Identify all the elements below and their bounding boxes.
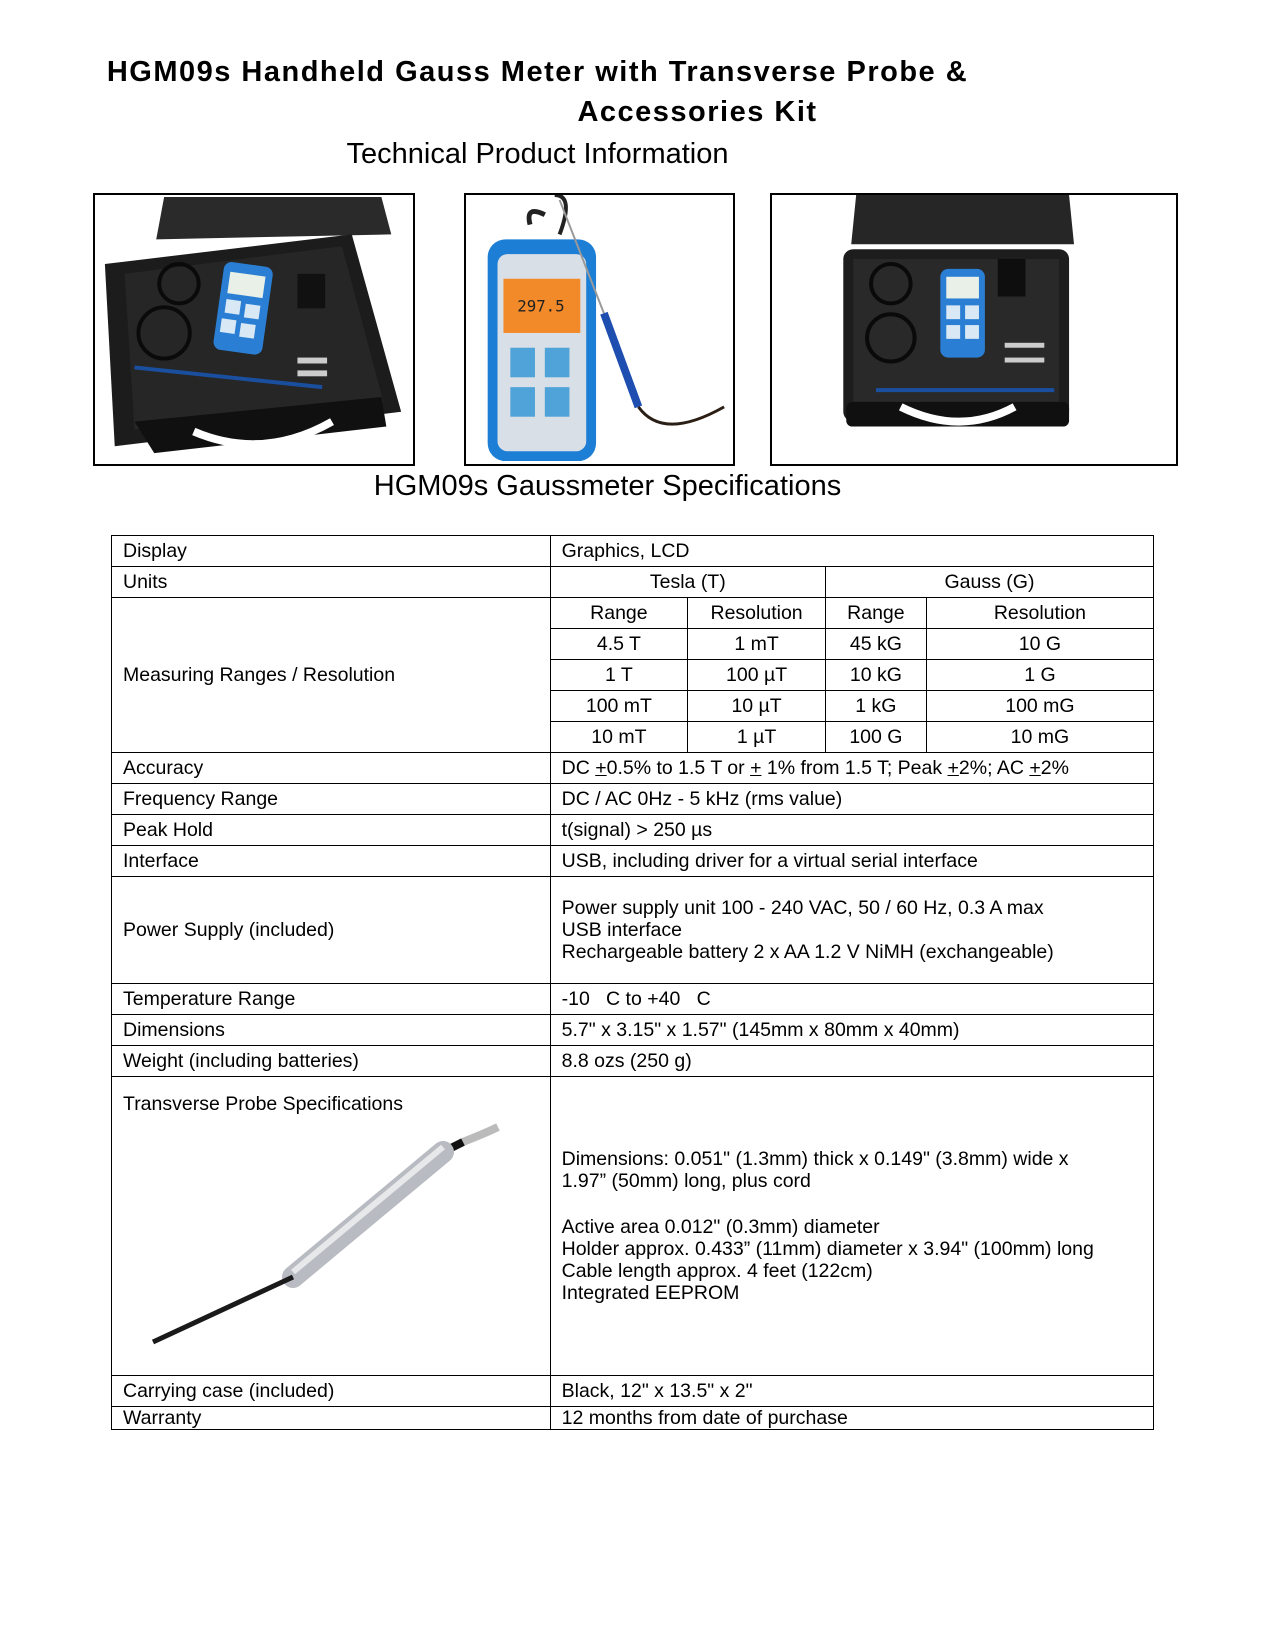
temperature-value: -10 C to +40 C [550,984,1153,1015]
probe-value [550,1077,1153,1376]
table-row [112,1376,1154,1407]
range-cell: 45 kG [825,629,926,660]
probe-label: Transverse Probe Specifications [123,1093,403,1115]
units-gauss: Gauss (G) [825,567,1153,598]
ranges-header: Range [550,598,688,629]
probe-cell [112,1077,551,1376]
power-line: Power supply unit 100 - 240 VAC, 50 / 60 Hz, 0.3 A max [561,897,1044,919]
table-row [112,1407,1154,1430]
table-row [112,1077,1154,1376]
range-cell: 4.5 T [550,629,688,660]
dimensions-value: 5.7" x 3.15" x 1.57" (145mm x 80mm x 40mm) [550,1015,1153,1046]
specifications-table [111,535,1154,1430]
case-label: Carrying case (included) [112,1376,551,1407]
weight-value: 8.8 ozs (250 g) [550,1046,1153,1077]
table-row [112,753,1154,784]
table-row [112,1015,1154,1046]
table-row [112,877,1154,984]
page-title-line-2: Accessories Kit [577,96,818,128]
range-cell: 100 µT [688,660,826,691]
plus-minus-mark: + [1029,757,1041,779]
power-line: USB interface [561,919,682,941]
table-row [112,815,1154,846]
interface-label: Interface [112,846,551,877]
power-value [550,877,1153,984]
case-value: Black, 12" x 13.5" x 2" [550,1376,1153,1407]
range-cell: 1 mT [688,629,826,660]
peak-hold-label: Peak Hold [112,815,551,846]
warranty-label: Warranty [112,1407,551,1430]
probe-line: 1.97” (50mm) long, plus cord [561,1170,811,1192]
display-value: Graphics, LCD [550,536,1153,567]
ranges-label: Measuring Ranges / Resolution [112,598,551,753]
accuracy-text: DC [561,757,596,779]
units-label: Units [112,567,551,598]
ranges-header: Resolution [926,598,1153,629]
range-cell: 10 mG [926,722,1153,753]
temperature-label: Temperature Range [112,984,551,1015]
meter-screen-reading: 297.5 [517,296,565,316]
range-cell: 100 G [825,722,926,753]
interface-value: USB, including driver for a virtual serial interface [550,846,1153,877]
table-row [112,536,1154,567]
table-row [112,846,1154,877]
probe-line: Holder approx. 0.433” (11mm) diameter x 3.94" (100mm) long [561,1238,1094,1260]
table-row [112,598,1154,629]
transverse-probe-image [143,1122,503,1362]
range-cell: 10 mT [550,722,688,753]
plus-minus-mark: + [947,757,959,779]
table-row [112,567,1154,598]
range-cell: 10 µT [688,691,826,722]
probe-line: Dimensions: 0.051" (1.3mm) thick x 0.149" (3.8mm) wide x [561,1148,1069,1170]
accuracy-value [550,753,1153,784]
accuracy-text: 0.5% to 1.5 T or [606,757,751,779]
probe-line: Active area 0.012" (0.3mm) diameter [561,1216,880,1238]
table-row [112,1046,1154,1077]
peak-hold-value: t(signal) > 250 µs [550,815,1153,846]
units-tesla: Tesla (T) [550,567,825,598]
ranges-header: Resolution [688,598,826,629]
range-cell: 10 kG [825,660,926,691]
range-cell: 1 µT [688,722,826,753]
range-cell: 100 mG [926,691,1153,722]
display-label: Display [112,536,551,567]
probe-line: Integrated EEPROM [561,1282,740,1304]
range-cell: 10 G [926,629,1153,660]
page-title-line-1: HGM09s Handheld Gauss Meter with Transverse Probe & [106,56,969,88]
frequency-label: Frequency Range [112,784,551,815]
probe-line-spacer [562,1192,1142,1216]
specifications-heading: HGM09s Gaussmeter Specifications [373,470,842,502]
power-line: Rechargeable battery 2 x AA 1.2 V NiMH (exchangeable) [561,941,1054,963]
table-row [112,984,1154,1015]
table-row [112,784,1154,815]
dimensions-label: Dimensions [112,1015,551,1046]
accuracy-text: 1% from 1.5 T; Peak [761,757,948,779]
page-subtitle: Technical Product Information [346,138,729,170]
warranty-value: 12 months from date of purchase [550,1407,1153,1430]
kit-in-case-front-photo [770,193,1178,466]
frequency-value: DC / AC 0Hz - 5 kHz (rms value) [550,784,1153,815]
probe-line: Cable length approx. 4 feet (122cm) [561,1260,873,1282]
plus-minus-mark: + [595,757,607,779]
range-cell: 1 T [550,660,688,691]
accuracy-label: Accuracy [112,753,551,784]
range-cell: 100 mT [550,691,688,722]
range-cell: 1 kG [825,691,926,722]
ranges-header: Range [825,598,926,629]
plus-minus-mark: + [750,757,762,779]
kit-in-case-photo [93,193,415,466]
power-label: Power Supply (included) [112,877,551,984]
meter-with-probe-photo [464,193,735,466]
accuracy-text: 2% [1040,757,1069,779]
range-cell: 1 G [926,660,1153,691]
accuracy-text: 2%; AC [958,757,1030,779]
weight-label: Weight (including batteries) [112,1046,551,1077]
